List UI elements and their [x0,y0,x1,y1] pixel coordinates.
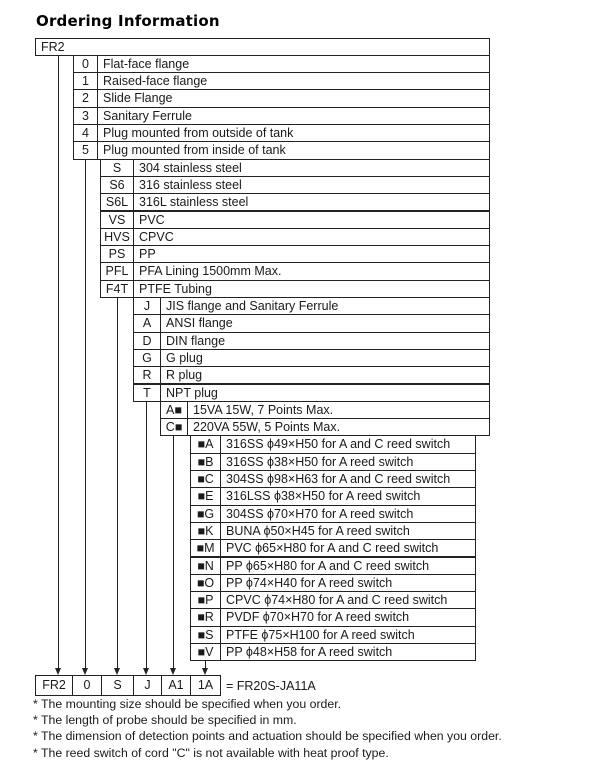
example-part: S [101,675,134,696]
mounting-code: 5 [73,141,98,159]
mounting-code: 2 [73,89,98,107]
mounting-code: 3 [73,107,98,125]
connection-code: J [133,297,161,315]
note: * The reed switch of cord "C" is not available with heat proof type. [33,745,389,760]
float-desc: 316SS ϕ38×H50 for A reed switch [220,453,476,471]
float-desc: PVC ϕ65×H80 for A and C reed switch [220,539,476,557]
float-code: ■K [190,522,221,540]
float-desc: PVDF ϕ70×H70 for A reed switch [220,608,476,626]
connection-code: A [133,314,161,332]
arrow-down-icon [143,668,149,675]
material-code: HVS [100,228,134,246]
mounting-desc: Raised-face flange [97,72,490,90]
material-desc: CPVC [133,228,490,246]
mounting-desc: Flat-face flange [97,55,490,73]
arrow-down-icon [202,668,208,675]
mounting-desc: Plug mounted from inside of tank [97,141,490,159]
material-code: S6 [100,176,134,194]
material-code: PS [100,245,134,263]
connection-desc: R plug [160,366,490,384]
float-code: ■G [190,505,221,523]
mounting-desc: Plug mounted from outside of tank [97,124,490,142]
connector-line [117,297,118,668]
connection-code: T [133,384,161,402]
section-title: Ordering Information [36,12,220,30]
example-part: 1A [190,675,221,696]
connector-line [58,55,59,668]
mounting-desc: Slide Flange [97,89,490,107]
example-part: J [133,675,162,696]
float-code: ■E [190,487,221,505]
material-desc: 304 stainless steel [133,159,490,177]
connector-line [85,159,86,668]
material-desc: PFA Lining 1500mm Max. [133,262,490,280]
float-code: ■N [190,557,221,575]
arrow-down-icon [82,668,88,675]
float-code: ■P [190,591,221,609]
float-code: ■V [190,643,221,661]
material-code: VS [100,211,134,229]
material-desc: 316L stainless steel [133,193,490,211]
connector-line [173,435,174,668]
float-code: ■M [190,539,221,557]
float-desc: 304SS ϕ70×H70 for A reed switch [220,505,476,523]
connection-desc: DIN flange [160,332,490,350]
example-part: A1 [161,675,191,696]
arrow-down-icon [170,668,176,675]
float-code: ■O [190,574,221,592]
material-code: S [100,159,134,177]
connector-line [146,401,147,668]
arrow-down-icon [55,668,61,675]
float-desc: BUNA ϕ50×H45 for A reed switch [220,522,476,540]
float-desc: 316LSS ϕ38×H50 for A reed switch [220,487,476,505]
material-code: F4T [100,280,134,298]
connection-desc: ANSI flange [160,314,490,332]
connection-desc: NPT plug [160,384,490,402]
mounting-code: 4 [73,124,98,142]
connector-line [205,660,206,668]
mounting-code: 1 [73,72,98,90]
note: * The dimension of detection points and actuation should be specified when you order. [33,729,502,744]
material-code: S6L [100,193,134,211]
material-desc: PP [133,245,490,263]
example-result: = FR20S-JA11A [226,679,316,693]
float-desc: PP ϕ48×H58 for A reed switch [220,643,476,661]
float-desc: PP ϕ74×H40 for A reed switch [220,574,476,592]
note: * The mounting size should be specified when you order. [33,697,342,711]
arrow-down-icon [114,668,120,675]
material-desc: PTFE Tubing [133,280,490,298]
float-code: ■C [190,470,221,488]
connection-desc: JIS flange and Sanitary Ferrule [160,297,490,315]
float-code: ■R [190,608,221,626]
connection-code: D [133,332,161,350]
material-desc: 316 stainless steel [133,176,490,194]
float-code: ■B [190,453,221,471]
reed-switch-desc: 15VA 15W, 7 Points Max. [187,401,490,419]
reed-switch-desc: 220VA 55W, 5 Points Max. [187,418,490,436]
float-desc: 304SS ϕ98×H63 for A and C reed switch [220,470,476,488]
connection-code: R [133,366,161,384]
float-code: ■S [190,626,221,644]
note: * The length of probe should be specified in mm. [33,713,297,728]
connection-code: G [133,349,161,367]
material-code: PFL [100,262,134,280]
reed-switch-code: A■ [160,401,188,419]
float-code: ■A [190,435,221,453]
material-desc: PVC [133,211,490,229]
base-code-cell: FR2 [35,38,490,56]
mounting-desc: Sanitary Ferrule [97,107,490,125]
connection-desc: G plug [160,349,490,367]
float-desc: CPVC ϕ74×H80 for A and C reed switch [220,591,476,609]
example-part: FR2 [35,675,73,696]
reed-switch-code: C■ [160,418,188,436]
float-desc: PP ϕ65×H80 for A and C reed switch [220,557,476,575]
example-part: 0 [72,675,102,696]
float-desc: PTFE ϕ75×H100 for A reed switch [220,626,476,644]
float-desc: 316SS ϕ49×H50 for A and C reed switch [220,435,476,453]
mounting-code: 0 [73,55,98,73]
